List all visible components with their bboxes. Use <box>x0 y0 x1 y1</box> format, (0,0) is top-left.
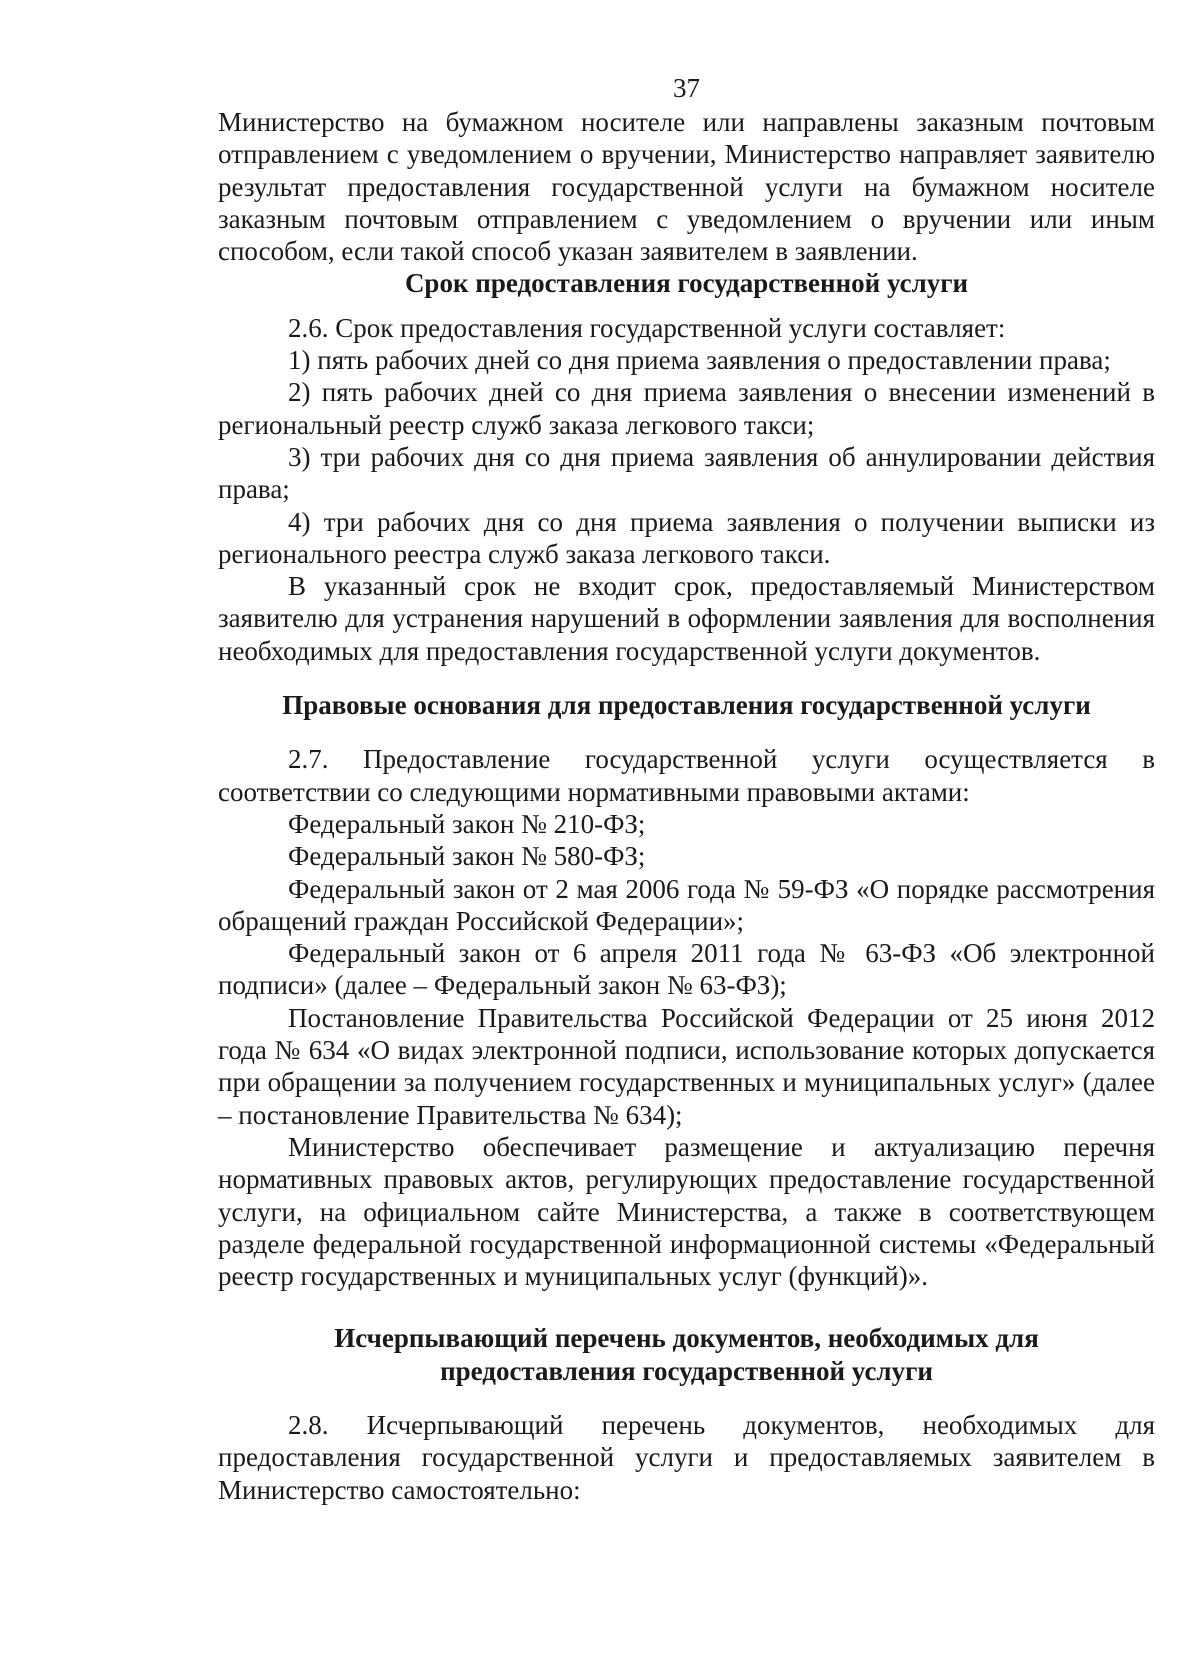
spacer <box>218 1387 1155 1409</box>
law-item-580: Федеральный закон № 580-ФЗ; <box>288 841 646 872</box>
law-item-210: Федеральный закон № 210-ФЗ; <box>288 808 646 839</box>
heading-legal-basis: Правовые основания для предоставления государственной услуги <box>282 690 1091 721</box>
law-item-59: Федеральный закон от 2 мая 2006 года № 59-ФЗ «О порядке рассмотрения обращений граждан Российской Федерации»; <box>218 873 1155 936</box>
heading-documents-line-2: предоставления государственной услуги <box>440 1355 933 1386</box>
page-number: 37 <box>673 73 700 103</box>
paragraph-2-7: 2.7. Предоставление государственной услуги осуществляется в соответствии со следующими нормативными правовыми актами: <box>218 744 1155 807</box>
paragraph-2-8: 2.8. Исчерпывающий перечень документов, необходимых для предоставления государственной услуги и предоставляемых заявителем в Министерство самостоятельно: <box>218 1409 1155 1505</box>
list-item-2-6-4: 4) три рабочих дня со дня приема заявления о получении выписки из регионального реестра служб заказа легкового такси. <box>218 506 1155 569</box>
paragraph-ministry-list: Министерство обеспечивает размещение и актуализацию перечня нормативных правовых актов, регулирующих предоставление государственной услуги, на официальном сайте Министерства, а также в соответствующем разделе федеральной государственной информационной системы «Федеральный реестр государственных и муниципальных услуг (функций)». <box>218 1131 1155 1292</box>
heading-documents-line-1: Исчерпывающий перечень документов, необходимых для <box>334 1323 1039 1354</box>
spacer <box>218 1292 1155 1322</box>
spacer <box>218 667 1155 689</box>
paragraph-intro: Министерство на бумажном носителе или направлены заказным почтовым отправлением с уведомлением о вручении, Министерство направляет заявителю результат предоставления государственной услуги на бумажном носителе заказным почтовым отправлением с уведомлением о вручении или иным способом, если такой способ указан заявителем в заявлении. <box>218 107 1155 267</box>
list-item-2-6-1: 1) пять рабочих дней со дня приема заявления о предоставлении права; <box>288 345 1111 376</box>
law-item-gov-634: Постановление Правительства Российской Федерации от 25 июня 2012 года № 634 «О видах электронной подписи, использование которых допускается при обращении за получением государственных и муниципальных услуг» (далее – постановление Правительства № 634); <box>218 1002 1155 1130</box>
spacer <box>218 300 1155 312</box>
list-item-2-6-3: 3) три рабочих дня со дня приема заявления об аннулировании действия права; <box>218 441 1155 505</box>
list-item-2-6-2: 2) пять рабочих дней со дня приема заявления о внесении изменений в региональный реестр служб заказа легкового такси; <box>218 377 1155 440</box>
paragraph-2-6-note: В указанный срок не входит срок, предоставляемый Министерством заявителю для устранения нарушений в оформлении заявления для восполнения необходимых для предоставления государственной услуги документов. <box>218 571 1155 666</box>
law-item-63: Федеральный закон от 6 апреля 2011 года № 63-ФЗ «Об электронной подписи» (далее – Федеральный закон № 63-ФЗ); <box>218 938 1155 1001</box>
heading-service-term: Срок предоставления государственной услуги <box>404 268 969 299</box>
spacer <box>218 721 1155 743</box>
paragraph-2-6: 2.6. Срок предоставления государственной услуги составляет: <box>288 312 1006 343</box>
